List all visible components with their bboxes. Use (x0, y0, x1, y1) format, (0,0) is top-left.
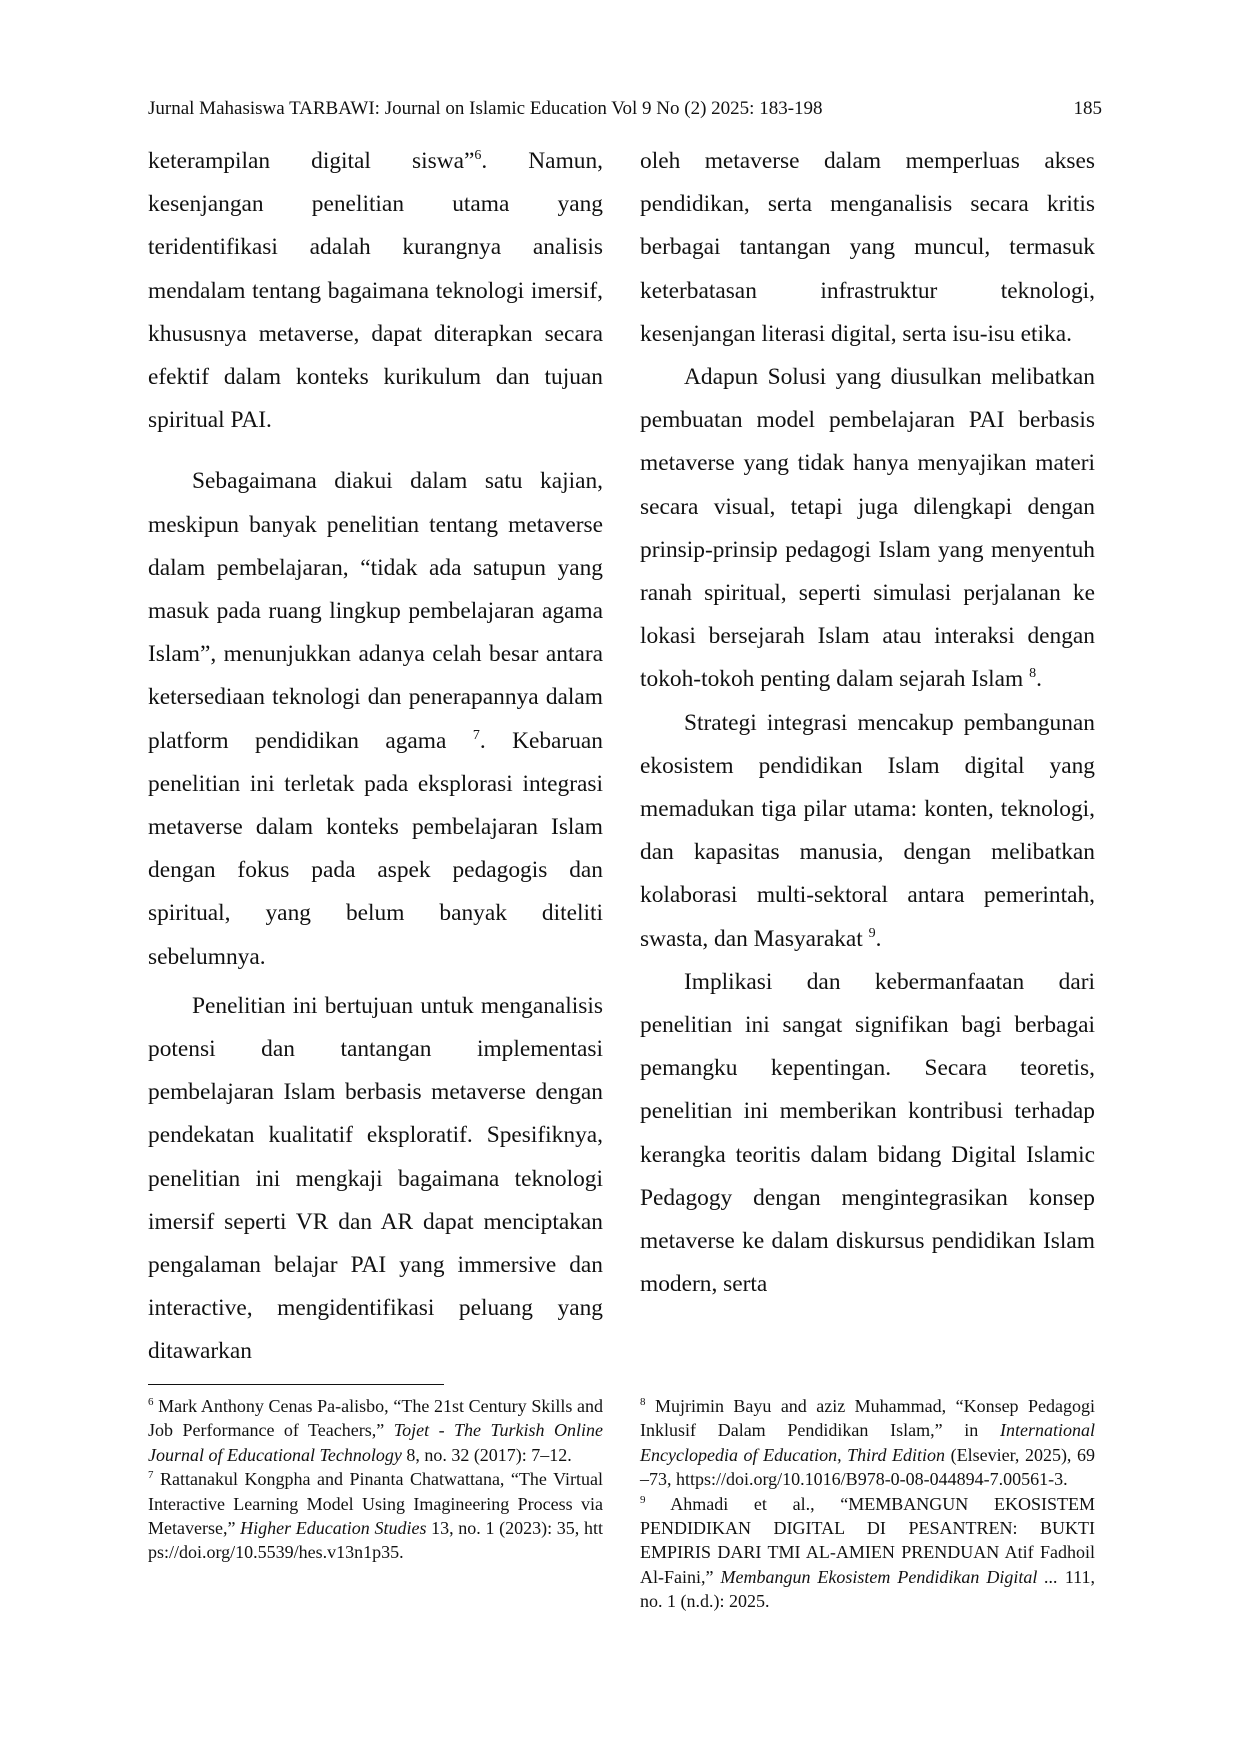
journal-title: Jurnal Mahasiswa TARBAWI: Journal on Islamic Education Vol 9 No (2) 2025: 183-198 (148, 98, 823, 119)
paragraph: oleh metaverse dalam memperluas akses pendidikan, serta menganalisis secara kritis berbagai tantangan yang muncul, termasuk keterbatasan infrastruktur teknologi, kesenjangan literasi digital, serta isu-isu etika. (640, 148, 1095, 347)
left-column (148, 140, 603, 1374)
doi-link[interactable]: (Elsevier, 2025), 69–73, https://doi.org/10.1016/B978-0-08-044894-7.00561-3. (640, 1444, 1095, 1490)
footnote-9: $^9$ Ahmadi et al., “MEMBANGUN EKOSISTEM PENDIDIKAN DIGITAL DI PESANTREN: BUKTI EMPIRIS DARI TMI AL-AMIEN PRENDUAN Atif Fadhoil Al-Faini,” Membangun Ekosistem Pendidikan Digital ... 111, no. 1 (n.d.): 2025. (640, 1493, 1095, 1612)
footnote-ref[interactable]: 7 (472, 727, 480, 743)
right-column (640, 140, 1095, 1306)
footnote-ref[interactable]: 8 (1029, 666, 1037, 682)
paragraph: Adapun Solusi yang diusulkan melibatkan pembuatan model pembelajaran PAI berbasis metaverse yang tidak hanya menyajikan materi secara visual, tetapi juga dilengkapi dengan prinsip-prinsip pedagogi Islam yang menyentuh ranah spiritual, seperti simulasi perjalanan ke lokasi bersejarah Islam atau interaksi dengan tokoh-tokoh penting dalam sejarah Islam $^8$. (640, 364, 1095, 693)
paragraph: keterampilan digital siswa”$^6$. Namun, kesenjangan penelitian utama yang teridentifikasi adalah kurangnya analisis mendalam tentang bagaimana teknologi imersif, khususnya metaverse, dapat diterapkan secara efektif dalam konteks kurikulum dan tujuan spiritual PAI. (148, 148, 604, 434)
footnote-ref[interactable]: 6 (474, 148, 482, 164)
paragraph: Strategi integrasi mencakup pembangunan ekosistem pendidikan Islam digital yang memadukan tiga pilar utama: konten, teknologi, dan kapasitas manusia, dengan melibatkan kolaborasi multi-sektoral antara pemerintah, swasta, dan Masyarakat $^9$. (640, 709, 1095, 952)
footnotes-left (148, 1394, 603, 1565)
footnote-divider (148, 1384, 444, 1385)
footnote-7: $^7$ Rattanakul Kongpha and Pinanta Chatwattana, “The Virtual Interactive Learning Model Using Imagineering Process via Metaverse,” Higher Education Studies 13, no. 1 (2023): 35, https://doi.org/10.5539/hes.v13n1p35. (148, 1469, 603, 1563)
doi-link[interactable]: 13, no. 1 (2023): 35, https://doi.org/10.5539/hes.v13n1p35. (148, 1518, 603, 1563)
paragraph: Implikasi dan kebermanfaatan dari penelitian ini sangat signifikan bagi berbagai pemangku kepentingan. Secara teoretis, penelitian ini memberikan kontribusi terhadap kerangka teoritis dalam bidang Digital Islamic Pedagogy dengan mengintegrasikan konsep metaverse ke dalam diskursus pendidikan Islam modern, serta (640, 968, 1095, 1298)
page-number: 185 (1073, 98, 1102, 119)
footnote-ref[interactable]: 9 (868, 925, 876, 941)
footnote-6: $^6$ Mark Anthony Cenas Pa-alisbo, “The 21st Century Skills and Job Performance of Teachers,” Tojet - The Turkish Online Journal of Educational Technology 8, no. 32 (2017): 7–12. (148, 1396, 603, 1465)
footnotes-right (640, 1394, 1095, 1614)
paragraph: Sebagaimana diakui dalam satu kajian, meskipun banyak penelitian tentang metaverse dalam pembelajaran, “tidak ada satupun yang masuk pada ruang lingkup pembelajaran agama Islam”, menunjukkan adanya celah besar antara ketersediaan teknologi dan penerapannya dalam platform pendidikan agama $^7$. Kebaruan penelitian ini terletak pada eksplorasi integrasi metaverse dalam konteks pembelajaran Islam dengan fokus pada aspek pedagogis dan spiritual, yang belum banyak diteliti sebelumnya. (148, 468, 604, 970)
footnote-8: $^8$ Mujrimin Bayu and aziz Muhammad, “Konsep Pedagogi Inklusif Dalam Pendidikan Islam,” in International Encyclopedia of Education, Third Edition (Elsevier, 2025), 69–73, https://doi.org/10.1016/B978-0-08-044894-7.00561-3. (640, 1396, 1095, 1490)
paragraph: Penelitian ini bertujuan untuk menganalisis potensi dan tantangan implementasi pembelajaran Islam berbasis metaverse dengan pendekatan kualitatif eksploratif. Spesifiknya, penelitian ini mengkaji bagaimana teknologi imersif seperti VR dan AR dapat menciptakan pengalaman belajar PAI yang immersive dan interactive, mengidentifikasi peluang yang ditawarkan (148, 992, 603, 1365)
